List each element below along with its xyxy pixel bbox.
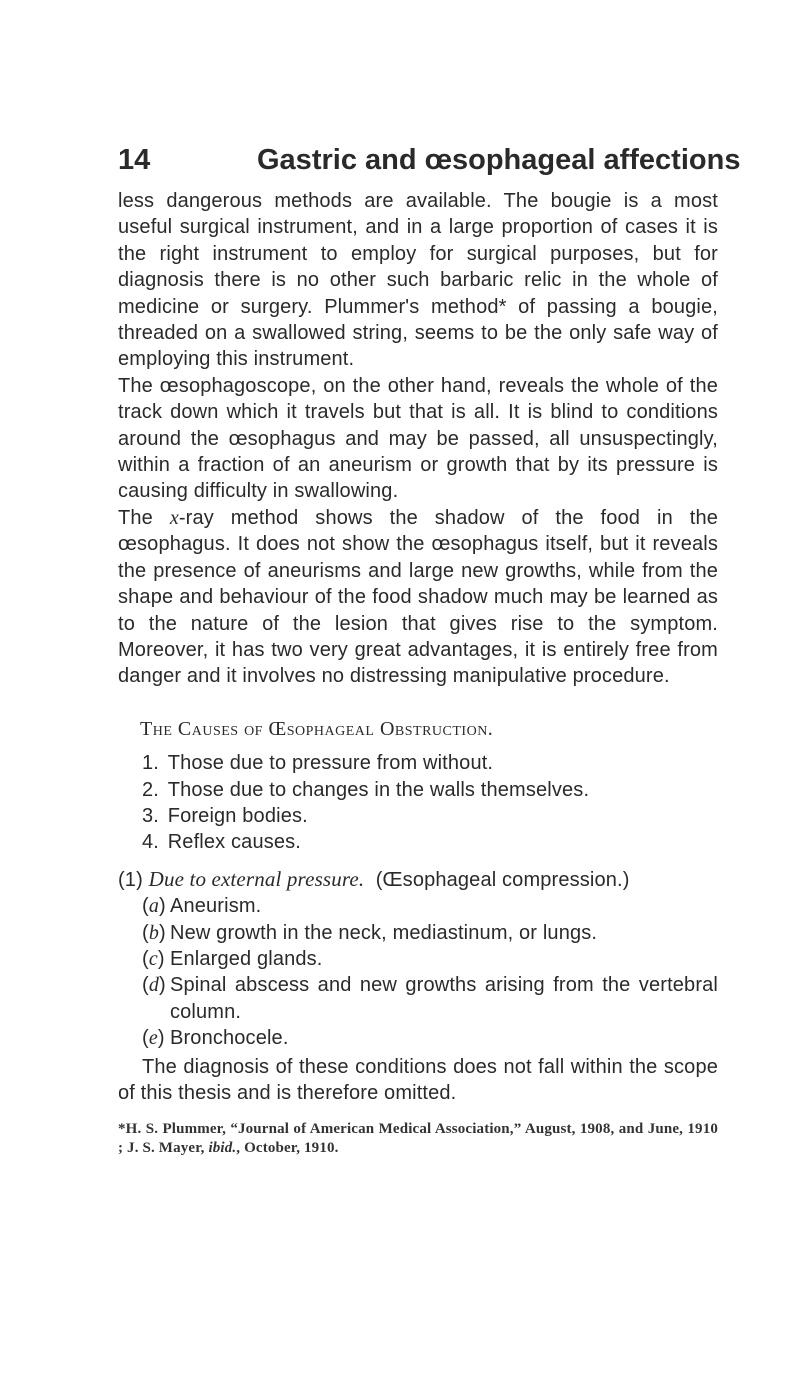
paragraph-xray <box>118 505 718 690</box>
page-body <box>118 188 718 1158</box>
list-letter: (d) <box>142 974 166 997</box>
footnote-ibid: ibid. <box>208 1140 237 1157</box>
list-number: 2. <box>142 778 159 801</box>
xray-rest: -ray method shows the shadow of the food in the œsophagus. It does not show the œsophagus itself, but it reveals the presence of aneurisms and large new growths, while from the shape and behaviour of the food shadow much may be learned as to the nature of the lesion that gives rise to the symptom. Moreover, it has two very great advantages, it is entirely free from danger and it involves no distressing manipulative procedure. <box>118 506 718 688</box>
list-text: Those due to pressure from without. <box>167 752 494 775</box>
list-text: Spinal abscess and new growths arising from the vertebral column. <box>170 974 718 1023</box>
causes-list <box>118 750 718 856</box>
external-title: Due to external pressure. <box>148 866 365 891</box>
list-text: Enlarged glands. <box>170 947 323 970</box>
list-text: Reflex causes. <box>167 831 301 854</box>
list-item <box>142 777 718 803</box>
external-pressure-heading <box>118 866 718 893</box>
list-letter: (c) <box>142 947 165 970</box>
footnote <box>118 1120 718 1158</box>
footnote-lead: *H. S. Plummer, “Journal of American Medical Association,” August, 1908, and June, 1910 ; J. S. Mayer, <box>118 1121 718 1157</box>
list-item <box>142 920 718 946</box>
list-letter: (a) <box>142 895 166 918</box>
list-text: Aneurism. <box>170 895 262 918</box>
external-number: (1) <box>118 868 143 891</box>
list-item <box>142 1025 718 1051</box>
list-item <box>142 972 718 1025</box>
list-number: 3. <box>142 804 159 827</box>
paragraph-closing: The diagnosis of these conditions does not fall within the scope of this thesis and is therefore omitted. <box>118 1055 718 1104</box>
list-text: Foreign bodies. <box>167 804 308 827</box>
xray-x: x <box>169 506 179 529</box>
list-text: Bronchocele. <box>170 1027 289 1050</box>
xray-lead: The <box>118 506 170 529</box>
list-number: 1. <box>142 752 159 775</box>
list-text: Those due to changes in the walls themselves. <box>167 778 590 801</box>
footnote-tail: , October, 1910. <box>236 1140 339 1157</box>
external-note: (Œsophageal compression.) <box>375 868 630 891</box>
list-text: New growth in the neck, mediastinum, or lungs. <box>170 921 598 944</box>
section-heading: The Causes of Œsophageal Obstruction. <box>140 717 494 740</box>
paragraph-oesophagoscope: The œsophagoscope, on the other hand, reveals the whole of the track down which it travels but that is all. It is blind to conditions around the œsophagus and may be passed, all unsuspectingly, within a fraction of an aneurism or growth that by its pressure is causing difficulty in swallowing. <box>118 374 718 503</box>
list-item <box>142 803 718 829</box>
running-head: Gastric and œsophageal affections <box>257 144 741 176</box>
list-item <box>142 893 718 919</box>
list-number: 4. <box>142 831 159 854</box>
page-number: 14 <box>118 144 151 176</box>
page-header <box>0 144 800 184</box>
list-letter: (b) <box>142 921 166 944</box>
paragraph-bougie: less dangerous methods are available. The bougie is a most useful surgical instrument, and in a large proportion of cases it is the right instrument to employ for surgical purposes, but for diagnosis there is no other such barbaric relic in the whole of medicine or surgery. Plummer's method* of passing a bougie, threaded on a swallowed string, seems to be the only safe way of employing this instrument. <box>118 190 718 371</box>
list-item <box>142 946 718 972</box>
list-item <box>142 829 718 855</box>
external-causes-list <box>118 893 718 1051</box>
list-letter: (e) <box>142 1027 165 1050</box>
list-item <box>142 750 718 776</box>
